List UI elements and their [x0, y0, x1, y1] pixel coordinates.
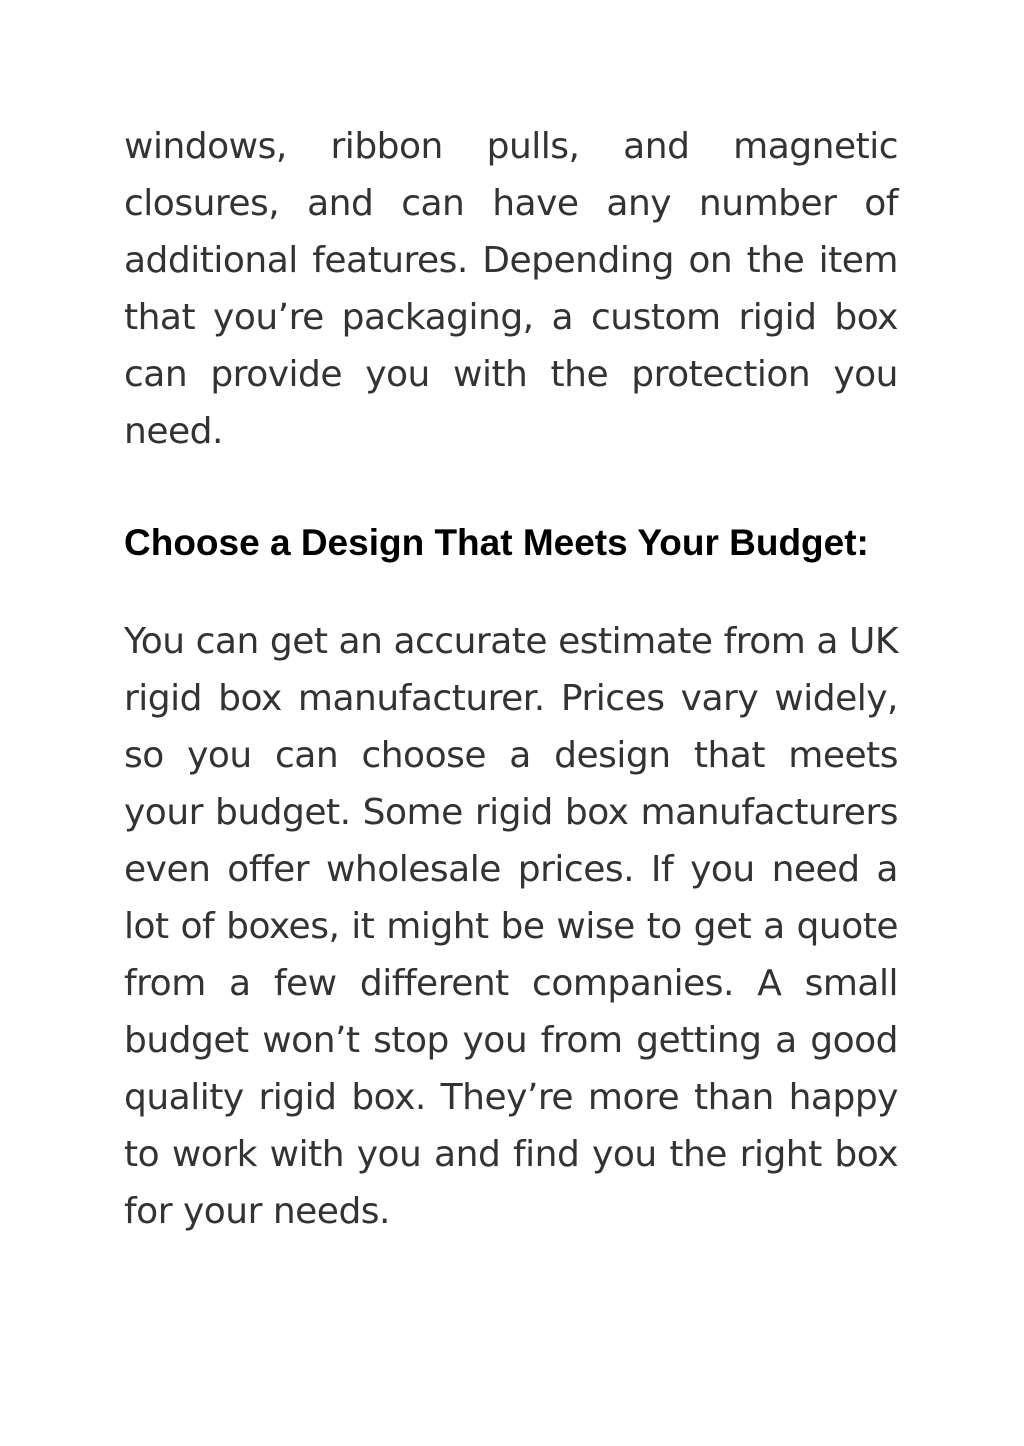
budget-paragraph: You can get an accurate estimate from a UK rigid box manufacturer. Prices vary widely, so you can choose a design that meets your budget. Some rigid box manufacturers even offer wholesale prices. If you need a lot of boxes, it might be wise to get a quote from a few different companies. A small budget won’t stop you from getting a good quality rigid box. They’re more than happy to work with you and find you the right box for your needs.	[124, 621, 898, 1232]
document-page	[124, 118, 898, 1240]
section-heading: Choose a Design That Meets Your Budget:	[124, 522, 869, 563]
intro-paragraph: windows, ribbon pulls, and magnetic closures, and can have any number of additional features. Depending on the item that you’re packaging, a custom rigid box can provide you with the protection you need.	[124, 126, 898, 452]
